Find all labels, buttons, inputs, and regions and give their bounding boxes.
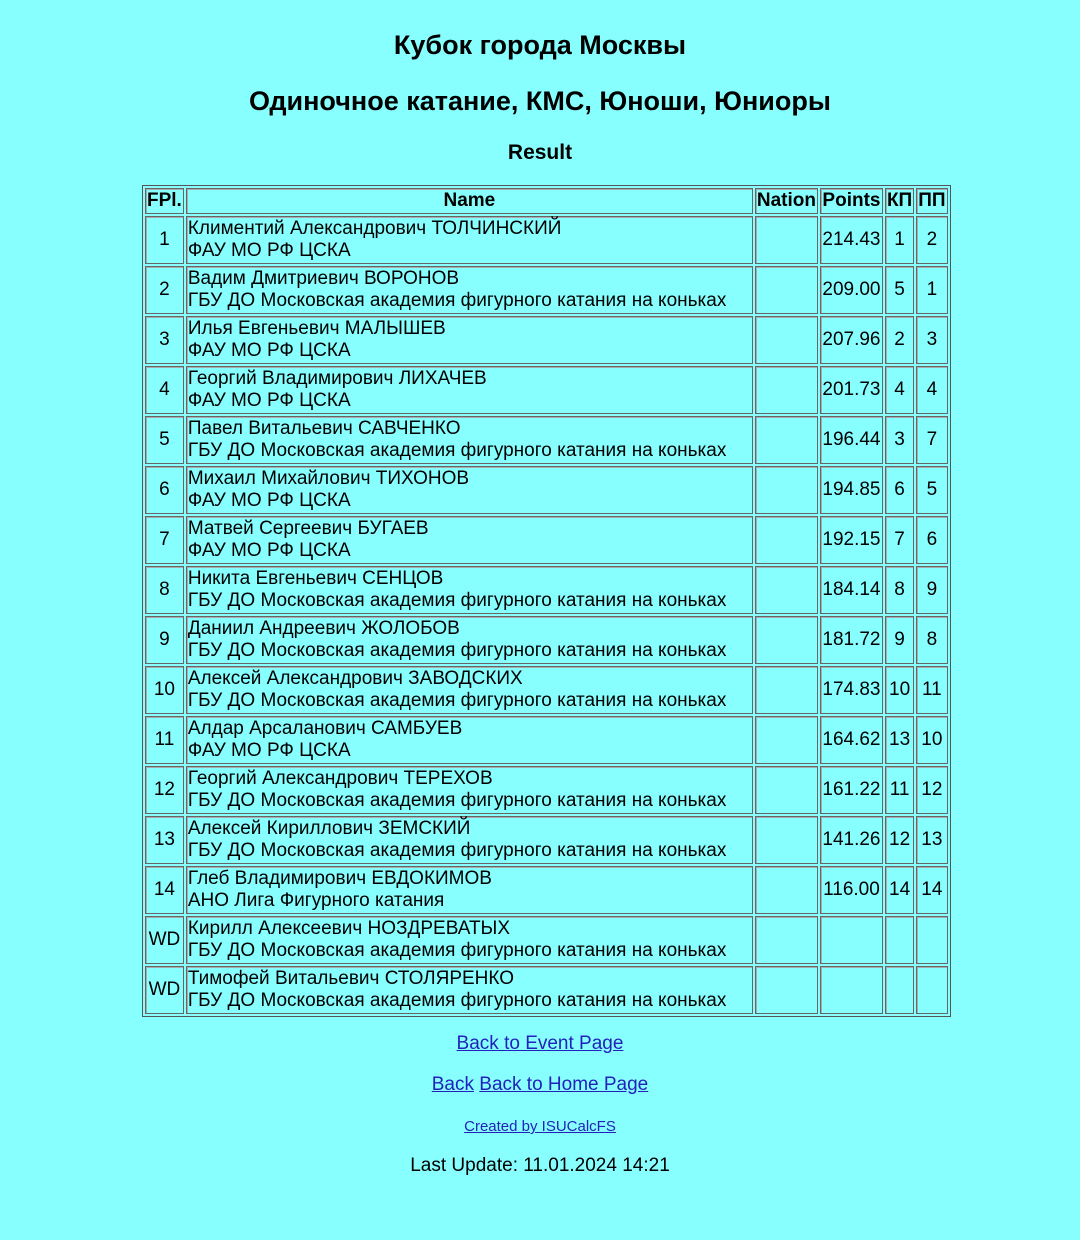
skater-name: Вадим Дмитриевич ВОРОНОВ (187, 268, 460, 289)
name-cell (186, 866, 753, 914)
points-cell: 196.44 (820, 416, 883, 464)
pp-cell: 3 (916, 316, 947, 364)
skater-name: Павел Витальевич САВЧЕНКО (187, 418, 461, 439)
nation-cell (755, 916, 818, 964)
skater-name: Алексей Кириллович ЗЕМСКИЙ (187, 818, 471, 839)
place-cell: 9 (145, 616, 184, 664)
skater-club: ФАУ МО РФ ЦСКА (187, 540, 351, 561)
column-header-nation: Nation (755, 188, 818, 214)
table-row (145, 466, 948, 514)
pp-cell: 13 (916, 816, 947, 864)
points-cell: 201.73 (820, 366, 883, 414)
place-cell: WD (145, 916, 184, 964)
place-cell: 10 (145, 666, 184, 714)
kp-cell: 10 (885, 666, 914, 714)
name-cell (186, 516, 753, 564)
table-row (145, 266, 948, 314)
skater-name: Тимофей Витальевич СТОЛЯРЕНКО (187, 968, 515, 989)
name-cell (186, 266, 753, 314)
skater-club: ФАУ МО РФ ЦСКА (187, 240, 351, 261)
column-header-name: Name (186, 188, 753, 214)
skater-club: ГБУ ДО Московская академия фигурного катания на коньках (187, 690, 727, 711)
kp-cell: 9 (885, 616, 914, 664)
skater-club: ГБУ ДО Московская академия фигурного катания на коньках (187, 990, 727, 1011)
points-cell: 184.14 (820, 566, 883, 614)
nation-cell (755, 366, 818, 414)
column-header-pp: ПП (916, 188, 947, 214)
last-update: Last Update: 11.01.2024 14:21 (410, 1155, 670, 1176)
name-cell (186, 466, 753, 514)
name-cell (186, 216, 753, 264)
kp-cell: 2 (885, 316, 914, 364)
points-cell: 207.96 (820, 316, 883, 364)
kp-cell: 1 (885, 216, 914, 264)
skater-club: ГБУ ДО Московская академия фигурного катания на коньках (187, 790, 727, 811)
table-row (145, 216, 948, 264)
skater-name: Георгий Владимирович ЛИХАЧЕВ (187, 368, 487, 389)
nation-cell (755, 616, 818, 664)
pp-cell: 2 (916, 216, 947, 264)
table-row (145, 316, 948, 364)
pp-cell: 12 (916, 766, 947, 814)
name-cell (186, 816, 753, 864)
kp-cell: 5 (885, 266, 914, 314)
nation-cell (755, 866, 818, 914)
skater-club: АНО Лига Фигурного катания (187, 890, 445, 911)
pp-cell (916, 966, 947, 1014)
pp-cell: 1 (916, 266, 947, 314)
column-header-points: Points (820, 188, 883, 214)
page-title: Кубок города Москвы (393, 30, 687, 60)
name-cell (186, 766, 753, 814)
name-cell (186, 666, 753, 714)
nation-cell (755, 966, 818, 1014)
name-cell (186, 366, 753, 414)
back-links-row (0, 1074, 1080, 1096)
place-cell: 13 (145, 816, 184, 864)
table-row (145, 366, 948, 414)
pp-cell: 8 (916, 616, 947, 664)
nation-cell (755, 666, 818, 714)
nation-cell (755, 416, 818, 464)
place-cell: 4 (145, 366, 184, 414)
skater-club: ФАУ МО РФ ЦСКА (187, 490, 351, 511)
skater-name: Глеб Владимирович ЕВДОКИМОВ (187, 868, 492, 889)
name-cell (186, 316, 753, 364)
points-cell: 181.72 (820, 616, 883, 664)
name-cell (186, 716, 753, 764)
pp-cell: 5 (916, 466, 947, 514)
table-row (145, 416, 948, 464)
name-cell (186, 916, 753, 964)
table-row (145, 616, 948, 664)
skater-club: ГБУ ДО Московская академия фигурного катания на коньках (187, 940, 727, 961)
kp-cell (885, 916, 914, 964)
pp-cell (916, 916, 947, 964)
place-cell: 8 (145, 566, 184, 614)
skater-club: ГБУ ДО Московская академия фигурного катания на коньках (187, 840, 727, 861)
kp-cell: 13 (885, 716, 914, 764)
table-row (145, 916, 948, 964)
points-cell: 214.43 (820, 216, 883, 264)
table-row (145, 816, 948, 864)
column-header-kp: КП (885, 188, 914, 214)
skater-name: Илья Евгеньевич МАЛЫШЕВ (187, 318, 446, 339)
name-cell (186, 416, 753, 464)
name-cell (186, 616, 753, 664)
skater-name: Алдар Арсаланович САМБУЕВ (187, 718, 463, 739)
created-by-link[interactable]: Created by ISUCalcFS (464, 1118, 616, 1135)
kp-cell: 12 (885, 816, 914, 864)
results-table (142, 185, 951, 1017)
kp-cell: 4 (885, 366, 914, 414)
skater-name: Даниил Андреевич ЖОЛОБОВ (187, 618, 460, 639)
points-cell (820, 966, 883, 1014)
table-row (145, 766, 948, 814)
place-cell: 2 (145, 266, 184, 314)
place-cell: 6 (145, 466, 184, 514)
points-cell: 164.62 (820, 716, 883, 764)
skater-name: Климентий Александрович ТОЛЧИНСКИЙ (187, 218, 562, 239)
back-to-event-row (0, 1033, 1080, 1055)
table-row (145, 966, 948, 1014)
nation-cell (755, 216, 818, 264)
skater-club: ГБУ ДО Московская академия фигурного катания на коньках (187, 590, 727, 611)
points-cell: 116.00 (820, 866, 883, 914)
skater-club: ГБУ ДО Московская академия фигурного катания на коньках (187, 440, 727, 461)
kp-cell: 14 (885, 866, 914, 914)
event-subtitle: Одиночное катание, КМС, Юноши, Юниоры (249, 86, 831, 116)
section-title: Result (507, 141, 573, 164)
skater-name: Матвей Сергеевич БУГАЕВ (187, 518, 429, 539)
points-cell: 194.85 (820, 466, 883, 514)
nation-cell (755, 766, 818, 814)
kp-cell: 7 (885, 516, 914, 564)
results-body (145, 216, 948, 1014)
nation-cell (755, 816, 818, 864)
pp-cell: 9 (916, 566, 947, 614)
skater-club: ГБУ ДО Московская академия фигурного катания на коньках (187, 640, 727, 661)
skater-name: Георгий Александрович ТЕРЕХОВ (187, 768, 493, 789)
kp-cell: 8 (885, 566, 914, 614)
back-to-home-link[interactable]: Back to Home Page (479, 1074, 649, 1095)
points-cell (820, 916, 883, 964)
points-cell: 161.22 (820, 766, 883, 814)
skater-club: ФАУ МО РФ ЦСКА (187, 740, 351, 761)
table-row (145, 716, 948, 764)
table-row (145, 666, 948, 714)
kp-cell: 6 (885, 466, 914, 514)
nation-cell (755, 566, 818, 614)
pp-cell: 6 (916, 516, 947, 564)
skater-club: ФАУ МО РФ ЦСКА (187, 390, 351, 411)
skater-name: Алексей Александрович ЗАВОДСКИХ (187, 668, 523, 689)
column-header-place: FPl. (145, 188, 184, 214)
back-to-event-link[interactable]: Back to Event Page (456, 1033, 624, 1054)
table-row (145, 516, 948, 564)
kp-cell (885, 966, 914, 1014)
nation-cell (755, 316, 818, 364)
page-header (0, 30, 1080, 166)
skater-name: Никита Евгеньевич СЕНЦОВ (187, 568, 444, 589)
pp-cell: 11 (916, 666, 947, 714)
name-cell (186, 566, 753, 614)
nation-cell (755, 716, 818, 764)
skater-club: ГБУ ДО Московская академия фигурного катания на коньках (187, 290, 727, 311)
pp-cell: 7 (916, 416, 947, 464)
points-cell: 174.83 (820, 666, 883, 714)
place-cell: 3 (145, 316, 184, 364)
pp-cell: 4 (916, 366, 947, 414)
points-cell: 209.00 (820, 266, 883, 314)
place-cell: 7 (145, 516, 184, 564)
nation-cell (755, 516, 818, 564)
table-row (145, 566, 948, 614)
points-cell: 192.15 (820, 516, 883, 564)
skater-name: Михаил Михайлович ТИХОНОВ (187, 468, 470, 489)
name-cell (186, 966, 753, 1014)
table-row (145, 866, 948, 914)
place-cell: 11 (145, 716, 184, 764)
nation-cell (755, 466, 818, 514)
pp-cell: 14 (916, 866, 947, 914)
skater-name: Кирилл Алексеевич НОЗДРЕВАТЫХ (187, 918, 511, 939)
pp-cell: 10 (916, 716, 947, 764)
place-cell: 1 (145, 216, 184, 264)
nation-cell (755, 266, 818, 314)
place-cell: 5 (145, 416, 184, 464)
place-cell: 12 (145, 766, 184, 814)
place-cell: 14 (145, 866, 184, 914)
skater-club: ФАУ МО РФ ЦСКА (187, 340, 351, 361)
created-by-row (0, 1118, 1080, 1135)
table-header-row (145, 188, 948, 214)
points-cell: 141.26 (820, 816, 883, 864)
back-link[interactable]: Back (431, 1074, 474, 1095)
place-cell: WD (145, 966, 184, 1014)
kp-cell: 3 (885, 416, 914, 464)
kp-cell: 11 (885, 766, 914, 814)
